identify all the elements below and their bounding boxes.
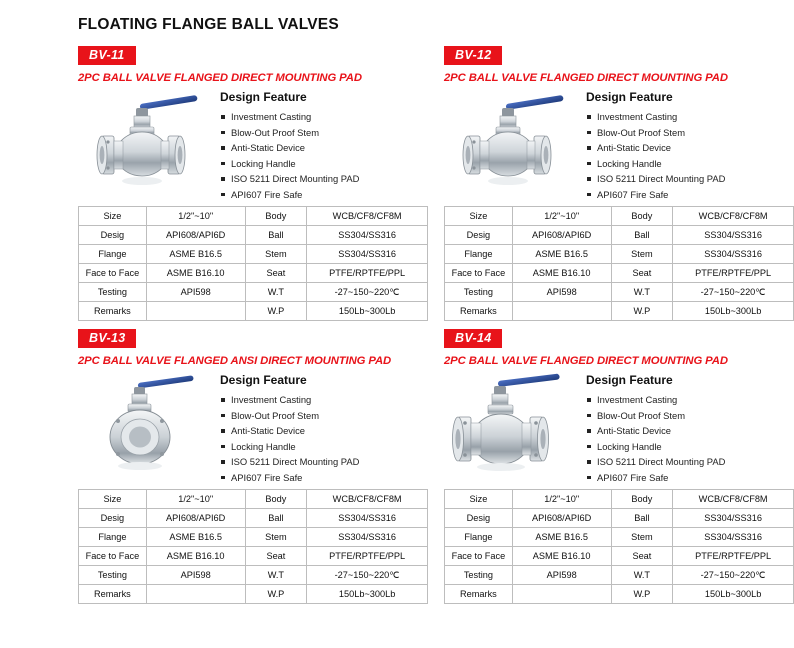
spec-table — [444, 206, 794, 321]
feature-item: Locking Handle — [220, 156, 428, 172]
feature-item: Anti-Static Device — [220, 140, 428, 156]
product-subtitle: 2PC BALL VALVE FLANGED ANSI DIRECT MOUNTING PAD — [78, 355, 392, 367]
table-row — [445, 566, 794, 585]
design-feature-list — [220, 109, 428, 203]
table-row — [79, 226, 428, 245]
feature-item: Blow-Out Proof Stem — [586, 125, 794, 141]
design-feature-block — [586, 88, 794, 203]
feature-item: Investment Casting — [220, 392, 428, 408]
cell-header-ball: Ball — [245, 226, 307, 245]
cell-value-face: ASME B16.10 — [146, 264, 245, 283]
cell-value-ball: SS304/SS316 — [673, 226, 794, 245]
feature-item: Investment Casting — [220, 109, 428, 125]
cell-header-ball: Ball — [245, 509, 307, 528]
cell-value-desig: API608/API6D — [512, 509, 611, 528]
cell-header-remarks: Remarks — [445, 302, 513, 321]
cell-value-flange: ASME B16.5 — [146, 245, 245, 264]
cell-header-flange: Flange — [445, 245, 513, 264]
cell-header-seat: Seat — [611, 547, 673, 566]
cell-header-size: Size — [79, 490, 147, 509]
feature-item: API607 Fire Safe — [586, 470, 794, 486]
cell-value-desig: API608/API6D — [512, 226, 611, 245]
feature-item: API607 Fire Safe — [220, 187, 428, 203]
table-row — [445, 509, 794, 528]
cell-header-wt: W.T — [611, 283, 673, 302]
cell-header-seat: Seat — [245, 264, 307, 283]
design-feature-title: Design Feature — [586, 90, 673, 104]
cell-value-seat: PTFE/RPTFE/PPL — [673, 264, 794, 283]
cell-value-wt: -27~150~220℃ — [673, 283, 794, 302]
page-title: FLOATING FLANGE BALL VALVES — [78, 16, 339, 33]
flanged-ball-valve-illustration — [444, 371, 586, 483]
product-panel-bv-11 — [78, 46, 428, 321]
cell-value-desig: API608/API6D — [146, 226, 245, 245]
table-row — [79, 585, 428, 604]
table-row — [79, 566, 428, 585]
design-feature-title: Design Feature — [220, 90, 307, 104]
feature-item: Investment Casting — [586, 392, 794, 408]
cell-header-wp: W.P — [245, 585, 307, 604]
panel-body — [78, 88, 428, 204]
cell-value-remarks — [512, 585, 611, 604]
cell-header-desig: Desig — [445, 226, 513, 245]
design-feature-list — [586, 392, 794, 486]
valve-image-bv-11 — [78, 88, 220, 200]
feature-item: Investment Casting — [586, 109, 794, 125]
cell-header-seat: Seat — [245, 547, 307, 566]
cell-value-flange: ASME B16.5 — [146, 528, 245, 547]
cell-value-flange: ASME B16.5 — [512, 245, 611, 264]
cell-value-flange: ASME B16.5 — [512, 528, 611, 547]
cell-header-stem: Stem — [611, 245, 673, 264]
cell-header-flange: Flange — [79, 245, 147, 264]
cell-value-stem: SS304/SS316 — [307, 528, 428, 547]
cell-value-seat: PTFE/RPTFE/PPL — [307, 264, 428, 283]
cell-value-seat: PTFE/RPTFE/PPL — [673, 547, 794, 566]
cell-header-face: Face to Face — [79, 264, 147, 283]
panel-body — [444, 371, 794, 487]
cell-header-size: Size — [445, 207, 513, 226]
cell-header-body: Body — [611, 490, 673, 509]
cell-header-remarks: Remarks — [79, 585, 147, 604]
spec-table — [78, 489, 428, 604]
flanged-ball-valve-illustration — [78, 88, 220, 200]
cell-value-wp: 150Lb~300Lb — [673, 302, 794, 321]
cell-header-wp: W.P — [611, 302, 673, 321]
spec-table — [444, 489, 794, 604]
table-row — [445, 264, 794, 283]
product-panel-bv-14 — [444, 329, 794, 604]
cell-header-stem: Stem — [611, 528, 673, 547]
product-tag: BV-11 — [78, 46, 136, 65]
cell-header-desig: Desig — [445, 509, 513, 528]
design-feature-list — [586, 109, 794, 203]
table-row — [79, 207, 428, 226]
table-row — [79, 528, 428, 547]
cell-value-ball: SS304/SS316 — [307, 226, 428, 245]
cell-value-size: 1/2"~10" — [512, 207, 611, 226]
table-row — [79, 264, 428, 283]
feature-item: API607 Fire Safe — [220, 470, 428, 486]
cell-value-testing: API598 — [146, 283, 245, 302]
cell-value-testing: API598 — [512, 566, 611, 585]
design-feature-list — [220, 392, 428, 486]
cell-value-body: WCB/CF8/CF8M — [307, 207, 428, 226]
cell-header-size: Size — [445, 490, 513, 509]
feature-item: Blow-Out Proof Stem — [220, 408, 428, 424]
cell-header-remarks: Remarks — [79, 302, 147, 321]
table-row — [79, 302, 428, 321]
cell-value-wt: -27~150~220℃ — [307, 283, 428, 302]
cell-value-remarks — [146, 302, 245, 321]
cell-value-ball: SS304/SS316 — [673, 509, 794, 528]
feature-item: ISO 5211 Direct Mounting PAD — [586, 454, 794, 470]
cell-header-stem: Stem — [245, 528, 307, 547]
cell-value-ball: SS304/SS316 — [307, 509, 428, 528]
feature-item: Locking Handle — [586, 156, 794, 172]
cell-header-wt: W.T — [245, 283, 307, 302]
cell-value-stem: SS304/SS316 — [307, 245, 428, 264]
cell-header-face: Face to Face — [445, 547, 513, 566]
product-tag: BV-13 — [78, 329, 136, 348]
cell-header-testing: Testing — [79, 566, 147, 585]
design-feature-title: Design Feature — [586, 373, 673, 387]
cell-header-flange: Flange — [445, 528, 513, 547]
product-tag: BV-12 — [444, 46, 502, 65]
table-row — [445, 226, 794, 245]
valve-image-bv-12 — [444, 88, 586, 200]
valve-image-bv-14 — [444, 371, 586, 483]
wafer-ball-valve-illustration — [78, 371, 220, 483]
table-row — [445, 245, 794, 264]
feature-item: ISO 5211 Direct Mounting PAD — [220, 171, 428, 187]
table-row — [445, 302, 794, 321]
cell-header-face: Face to Face — [79, 547, 147, 566]
valve-image-bv-13 — [78, 371, 220, 483]
cell-header-testing: Testing — [79, 283, 147, 302]
feature-item: Anti-Static Device — [586, 423, 794, 439]
design-feature-block — [220, 88, 428, 203]
design-feature-title: Design Feature — [220, 373, 307, 387]
panel-grid — [78, 46, 774, 604]
cell-header-wt: W.T — [245, 566, 307, 585]
product-tag: BV-14 — [444, 329, 502, 348]
cell-value-face: ASME B16.10 — [146, 547, 245, 566]
cell-value-face: ASME B16.10 — [512, 264, 611, 283]
cell-value-face: ASME B16.10 — [512, 547, 611, 566]
cell-value-wp: 150Lb~300Lb — [307, 585, 428, 604]
cell-header-desig: Desig — [79, 509, 147, 528]
cell-header-stem: Stem — [245, 245, 307, 264]
product-subtitle: 2PC BALL VALVE FLANGED DIRECT MOUNTING PAD — [78, 72, 362, 84]
cell-value-body: WCB/CF8/CF8M — [673, 490, 794, 509]
table-row — [445, 528, 794, 547]
cell-header-testing: Testing — [445, 283, 513, 302]
cell-value-stem: SS304/SS316 — [673, 528, 794, 547]
cell-header-ball: Ball — [611, 226, 673, 245]
cell-value-size: 1/2"~10" — [146, 207, 245, 226]
cell-header-remarks: Remarks — [445, 585, 513, 604]
product-panel-bv-13 — [78, 329, 428, 604]
cell-value-wp: 150Lb~300Lb — [673, 585, 794, 604]
cell-value-seat: PTFE/RPTFE/PPL — [307, 547, 428, 566]
table-row — [445, 585, 794, 604]
table-row — [445, 547, 794, 566]
cell-value-testing: API598 — [146, 566, 245, 585]
table-row — [79, 490, 428, 509]
feature-item: Blow-Out Proof Stem — [220, 125, 428, 141]
cell-value-testing: API598 — [512, 283, 611, 302]
design-feature-block — [586, 371, 794, 486]
feature-item: Anti-Static Device — [586, 140, 794, 156]
cell-header-wp: W.P — [245, 302, 307, 321]
cell-header-face: Face to Face — [445, 264, 513, 283]
cell-header-size: Size — [79, 207, 147, 226]
cell-header-testing: Testing — [445, 566, 513, 585]
feature-item: ISO 5211 Direct Mounting PAD — [220, 454, 428, 470]
panel-body — [444, 88, 794, 204]
cell-value-wp: 150Lb~300Lb — [307, 302, 428, 321]
cell-header-wt: W.T — [611, 566, 673, 585]
cell-header-seat: Seat — [611, 264, 673, 283]
table-row — [79, 245, 428, 264]
table-row — [79, 547, 428, 566]
table-row — [79, 509, 428, 528]
cell-value-body: WCB/CF8/CF8M — [307, 490, 428, 509]
table-row — [79, 283, 428, 302]
flanged-ball-valve-illustration — [444, 88, 586, 200]
cell-value-size: 1/2"~10" — [512, 490, 611, 509]
cell-value-wt: -27~150~220℃ — [673, 566, 794, 585]
cell-header-desig: Desig — [79, 226, 147, 245]
cell-value-body: WCB/CF8/CF8M — [673, 207, 794, 226]
cell-header-body: Body — [611, 207, 673, 226]
cell-value-remarks — [512, 302, 611, 321]
spec-table — [78, 206, 428, 321]
cell-value-wt: -27~150~220℃ — [307, 566, 428, 585]
table-row — [445, 283, 794, 302]
feature-item: Locking Handle — [586, 439, 794, 455]
product-subtitle: 2PC BALL VALVE FLANGED DIRECT MOUNTING PAD — [444, 355, 728, 367]
cell-header-ball: Ball — [611, 509, 673, 528]
cell-value-desig: API608/API6D — [146, 509, 245, 528]
feature-item: ISO 5211 Direct Mounting PAD — [586, 171, 794, 187]
table-row — [445, 207, 794, 226]
cell-header-body: Body — [245, 207, 307, 226]
feature-item: API607 Fire Safe — [586, 187, 794, 203]
cell-value-stem: SS304/SS316 — [673, 245, 794, 264]
cell-header-body: Body — [245, 490, 307, 509]
product-panel-bv-12 — [444, 46, 794, 321]
design-feature-block — [220, 371, 428, 486]
panel-body — [78, 371, 428, 487]
cell-header-flange: Flange — [79, 528, 147, 547]
cell-value-remarks — [146, 585, 245, 604]
cell-header-wp: W.P — [611, 585, 673, 604]
cell-value-size: 1/2"~10" — [146, 490, 245, 509]
feature-item: Locking Handle — [220, 439, 428, 455]
product-subtitle: 2PC BALL VALVE FLANGED DIRECT MOUNTING PAD — [444, 72, 728, 84]
feature-item: Anti-Static Device — [220, 423, 428, 439]
feature-item: Blow-Out Proof Stem — [586, 408, 794, 424]
table-row — [445, 490, 794, 509]
